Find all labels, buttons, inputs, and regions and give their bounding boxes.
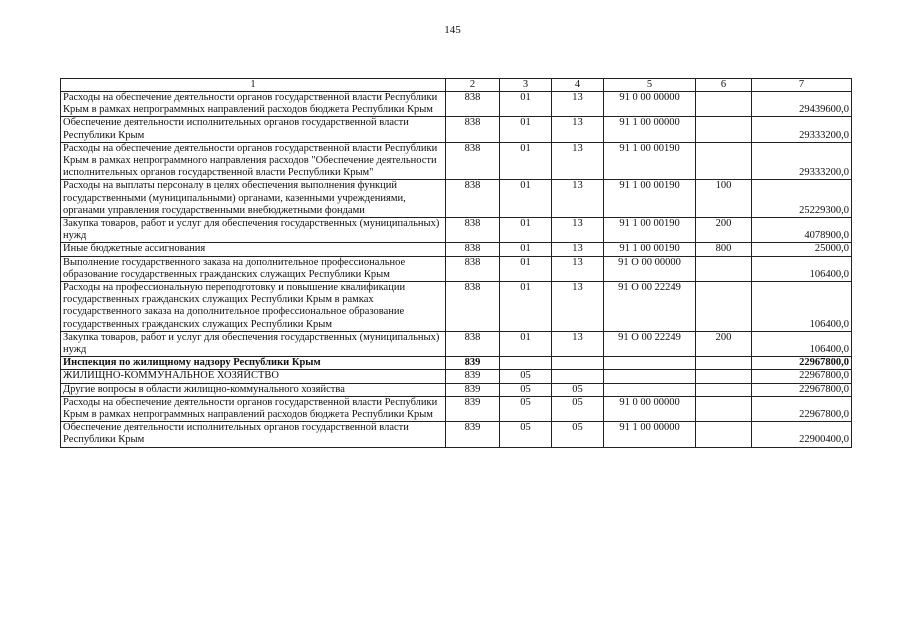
row-expense-type	[696, 256, 752, 281]
row-target-article: 91 1 00 00190	[604, 142, 696, 180]
row-section-code: 01	[500, 331, 552, 356]
row-expense-type	[696, 142, 752, 180]
row-expense-type: 200	[696, 218, 752, 243]
row-ministry-code: 838	[446, 92, 500, 117]
row-ministry-code: 839	[446, 396, 500, 421]
row-subsection-code: 13	[552, 142, 604, 180]
header-col-7: 7	[752, 79, 852, 92]
table-row	[61, 383, 852, 396]
row-ministry-code: 838	[446, 243, 500, 256]
row-description: Инспекция по жилищному надзору Республики Крым	[61, 357, 446, 370]
row-description: Закупка товаров, работ и услуг для обеспечения государственных (муниципальных) нужд	[61, 218, 446, 243]
row-expense-type	[696, 370, 752, 383]
table-row	[61, 396, 852, 421]
table-row	[61, 92, 852, 117]
row-section-code: 01	[500, 180, 552, 218]
row-description: Расходы на обеспечение деятельности органов государственной власти Республики Крым в рамках непрограммного направления расходов "Обеспечение деятельности исполнительных органов государственной власти Республики Крым"	[61, 142, 446, 180]
row-target-article: 91 1 00 00190	[604, 243, 696, 256]
table-row	[61, 243, 852, 256]
row-amount: 106400,0	[752, 282, 852, 332]
row-description: Другие вопросы в области жилищно-коммунального хозяйства	[61, 383, 446, 396]
row-subsection-code: 13	[552, 117, 604, 142]
row-expense-type	[696, 422, 752, 447]
row-subsection-code: 13	[552, 92, 604, 117]
header-col-5: 5	[604, 79, 696, 92]
row-amount: 22967800,0	[752, 370, 852, 383]
table-row	[61, 282, 852, 332]
row-amount: 25000,0	[752, 243, 852, 256]
row-amount: 22967800,0	[752, 383, 852, 396]
row-target-article: 91 0 00 00000	[604, 92, 696, 117]
row-description: Расходы на профессиональную переподготовку и повышение квалификации государственных гражданских служащих Республики Крым в рамках государственного заказа на дополнительное профессиональное образование государственных гражданских служащих Республики Крым	[61, 282, 446, 332]
header-col-3: 3	[500, 79, 552, 92]
row-ministry-code: 838	[446, 180, 500, 218]
row-ministry-code: 838	[446, 256, 500, 281]
row-amount: 25229300,0	[752, 180, 852, 218]
row-amount: 29333200,0	[752, 117, 852, 142]
row-subsection-code: 05	[552, 396, 604, 421]
row-target-article: 91 О 00 22249	[604, 282, 696, 332]
row-description: Расходы на выплаты персоналу в целях обеспечения выполнения функций государственными (муниципальными) органами, казенными учреждениями, органами управления государственными внебюджетными фондами	[61, 180, 446, 218]
row-description: Расходы на обеспечение деятельности органов государственной власти Республики Крым в рамках непрограммных направлений расходов бюджета Республики Крым	[61, 396, 446, 421]
row-ministry-code: 839	[446, 357, 500, 370]
table-row	[61, 180, 852, 218]
row-subsection-code: 13	[552, 282, 604, 332]
row-target-article: 91 О 00 22249	[604, 331, 696, 356]
table-row	[61, 357, 852, 370]
row-subsection-code: 13	[552, 256, 604, 281]
header-col-6: 6	[696, 79, 752, 92]
header-col-1: 1	[61, 79, 446, 92]
table-row	[61, 422, 852, 447]
row-ministry-code: 839	[446, 383, 500, 396]
row-expense-type	[696, 92, 752, 117]
header-col-4: 4	[552, 79, 604, 92]
row-amount: 22967800,0	[752, 396, 852, 421]
table-row	[61, 142, 852, 180]
row-description: Выполнение государственного заказа на дополнительное профессиональное образование государственных гражданских служащих Республики Крым	[61, 256, 446, 281]
row-target-article	[604, 357, 696, 370]
row-subsection-code: 13	[552, 331, 604, 356]
row-target-article: 91 1 00 00190	[604, 180, 696, 218]
row-section-code: 01	[500, 243, 552, 256]
row-subsection-code: 13	[552, 243, 604, 256]
row-amount: 4078900,0	[752, 218, 852, 243]
row-subsection-code	[552, 370, 604, 383]
row-target-article: 91 1 00 00190	[604, 218, 696, 243]
row-section-code: 01	[500, 256, 552, 281]
row-expense-type	[696, 396, 752, 421]
row-expense-type	[696, 383, 752, 396]
page-number: 145	[444, 24, 461, 36]
row-ministry-code: 839	[446, 422, 500, 447]
row-target-article: 91 0 00 00000	[604, 396, 696, 421]
row-section-code: 01	[500, 218, 552, 243]
row-description: Обеспечение деятельности исполнительных органов государственной власти Республики Крым	[61, 422, 446, 447]
row-amount: 29439600,0	[752, 92, 852, 117]
row-ministry-code: 838	[446, 331, 500, 356]
row-expense-type: 100	[696, 180, 752, 218]
row-ministry-code: 838	[446, 142, 500, 180]
row-expense-type: 800	[696, 243, 752, 256]
row-expense-type	[696, 117, 752, 142]
header-col-2: 2	[446, 79, 500, 92]
row-subsection-code: 05	[552, 422, 604, 447]
table-row	[61, 218, 852, 243]
table-row	[61, 370, 852, 383]
row-section-code: 01	[500, 142, 552, 180]
row-ministry-code: 838	[446, 117, 500, 142]
row-expense-type	[696, 357, 752, 370]
table-row	[61, 117, 852, 142]
row-amount: 22900400,0	[752, 422, 852, 447]
row-description: Обеспечение деятельности исполнительных органов государственной власти Республики Крым	[61, 117, 446, 142]
row-amount: 106400,0	[752, 331, 852, 356]
row-section-code	[500, 357, 552, 370]
row-subsection-code: 13	[552, 180, 604, 218]
row-section-code: 01	[500, 92, 552, 117]
table-row	[61, 331, 852, 356]
row-subsection-code: 13	[552, 218, 604, 243]
row-section-code: 05	[500, 383, 552, 396]
row-subsection-code	[552, 357, 604, 370]
table-header	[61, 79, 852, 92]
row-target-article	[604, 383, 696, 396]
row-description: Закупка товаров, работ и услуг для обеспечения государственных (муниципальных) нужд	[61, 331, 446, 356]
row-section-code: 01	[500, 117, 552, 142]
row-target-article: 91 1 00 00000	[604, 117, 696, 142]
row-expense-type: 200	[696, 331, 752, 356]
row-description: ЖИЛИЩНО-КОММУНАЛЬНОЕ ХОЗЯЙСТВО	[61, 370, 446, 383]
budget-table	[60, 78, 852, 448]
table-row	[61, 256, 852, 281]
row-amount: 29333200,0	[752, 142, 852, 180]
row-target-article	[604, 370, 696, 383]
row-section-code: 05	[500, 422, 552, 447]
row-ministry-code: 839	[446, 370, 500, 383]
row-amount: 22967800,0	[752, 357, 852, 370]
row-section-code: 05	[500, 370, 552, 383]
row-section-code: 01	[500, 282, 552, 332]
row-description: Расходы на обеспечение деятельности органов государственной власти Республики Крым в рамках непрограммных направлений расходов бюджета Республики Крым	[61, 92, 446, 117]
row-expense-type	[696, 282, 752, 332]
row-target-article: 91 1 00 00000	[604, 422, 696, 447]
row-description: Иные бюджетные ассигнования	[61, 243, 446, 256]
row-amount: 106400,0	[752, 256, 852, 281]
row-ministry-code: 838	[446, 218, 500, 243]
header-row	[61, 79, 852, 92]
row-subsection-code: 05	[552, 383, 604, 396]
row-target-article: 91 О 00 00000	[604, 256, 696, 281]
row-section-code: 05	[500, 396, 552, 421]
row-ministry-code: 838	[446, 282, 500, 332]
table-body	[61, 92, 852, 448]
